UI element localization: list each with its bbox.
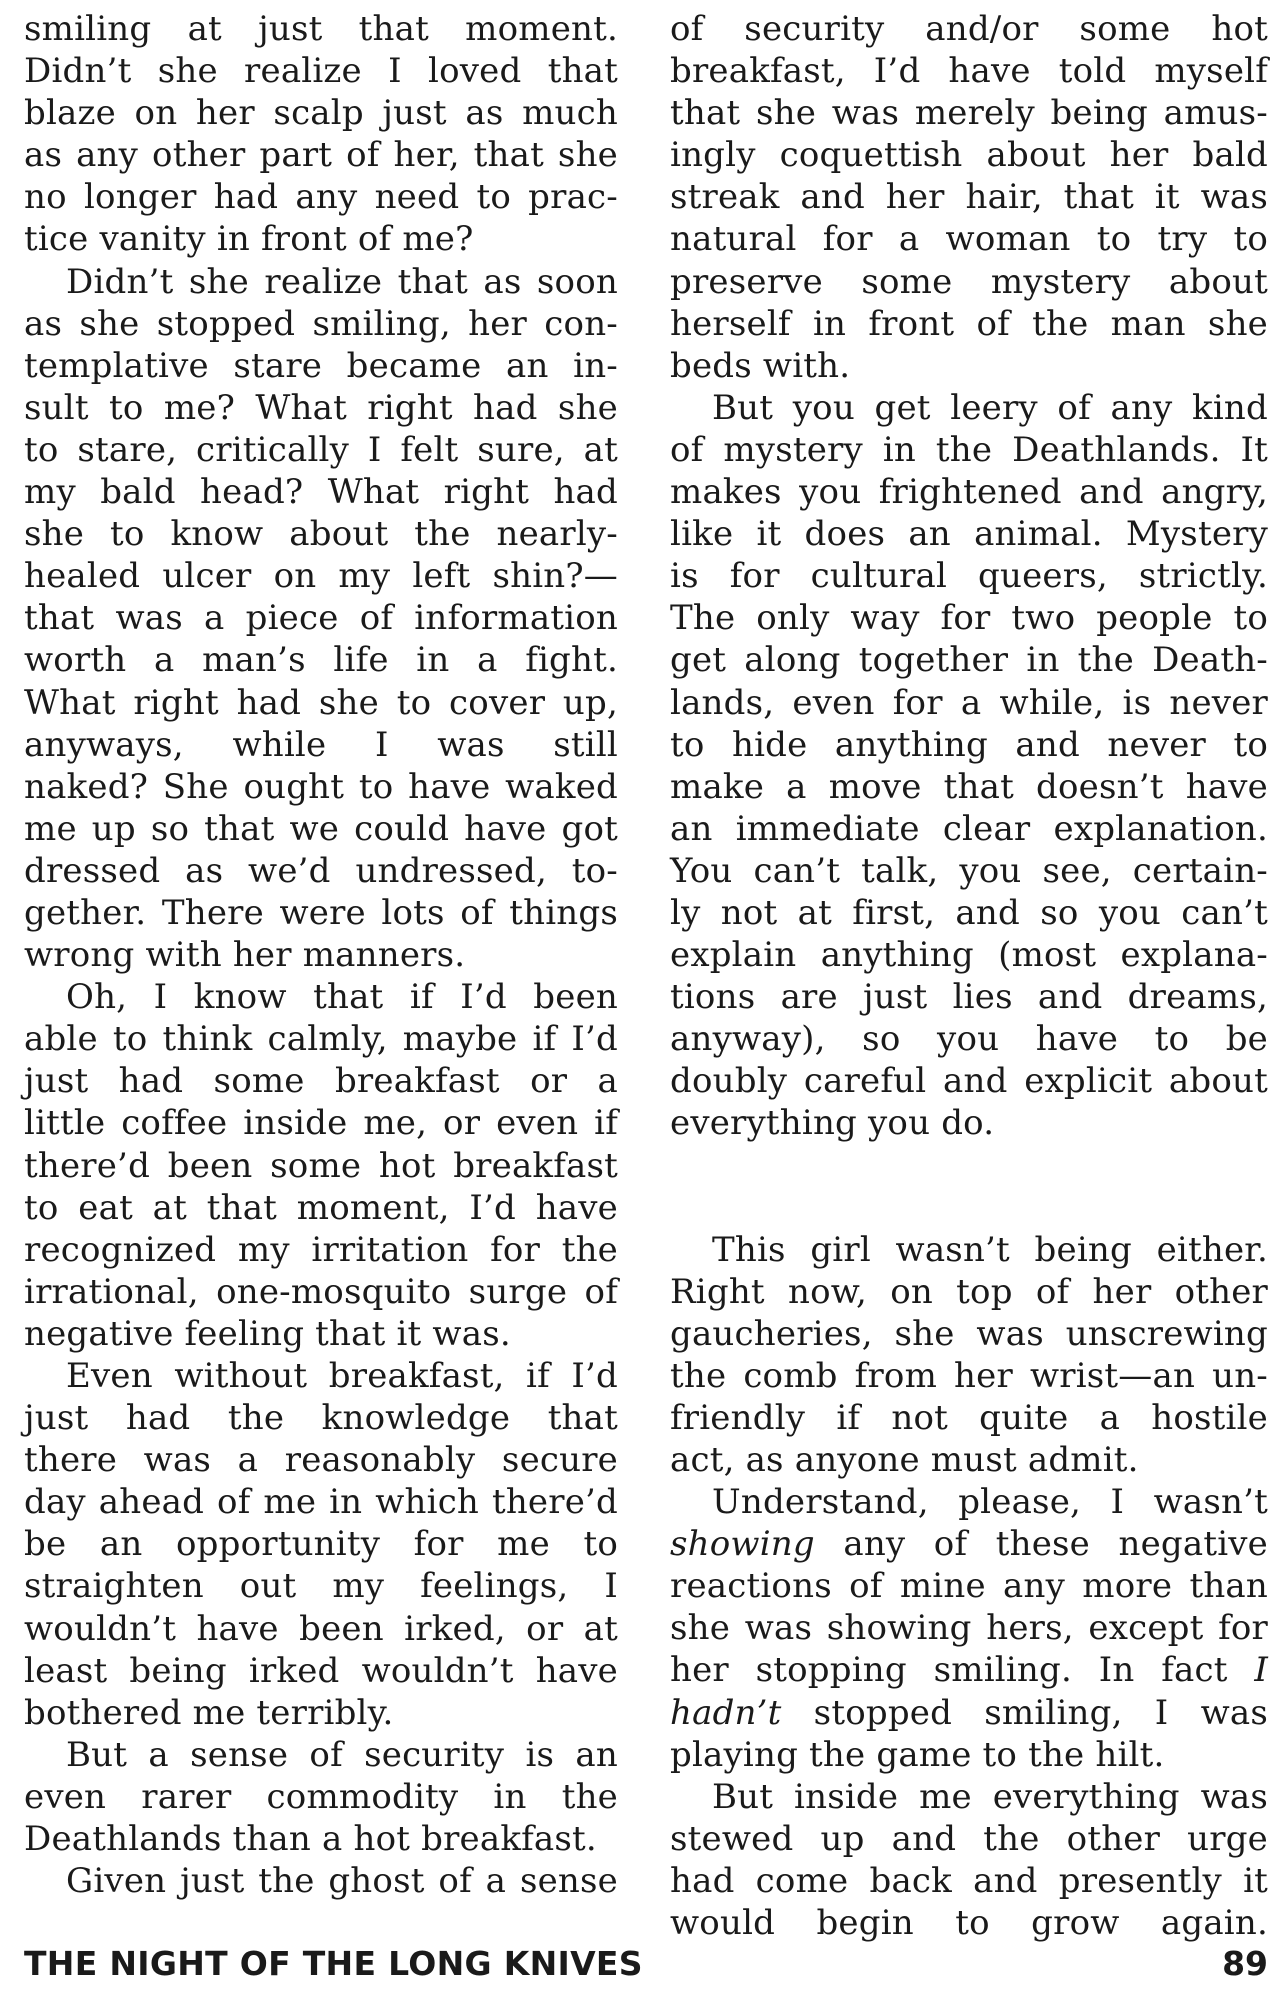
text-line: tice vanity in front of me? — [24, 219, 474, 260]
text-line: negative feeling that it was. — [24, 1313, 511, 1354]
text-line: beds with. — [670, 345, 851, 386]
text-line: just had some breakfast or a — [24, 1061, 618, 1102]
text-line: ingly coquettish about her bald — [670, 135, 1268, 176]
right-block-1 — [670, 8, 1268, 1145]
text-line: Even without breakfast, if I’d — [66, 1356, 618, 1396]
text-line: as any other part of her, that she — [24, 135, 618, 176]
text-line: explain anything (most explana- — [670, 935, 1268, 976]
text-line: to eat at that moment, I’d have — [24, 1187, 618, 1228]
text-line: my bald head? What right had — [24, 472, 618, 513]
text-span: stopped smiling, I was — [781, 1692, 1268, 1733]
text-line: worth a man’s life in a fight. — [24, 640, 618, 681]
text-line: that she was merely being amus- — [670, 93, 1268, 134]
text-line: naked? She ought to have waked — [24, 766, 618, 807]
paragraph — [670, 1776, 1268, 1944]
paragraph — [24, 261, 618, 977]
right-block-2 — [670, 1229, 1268, 1482]
text-line: preserve some mystery about — [670, 261, 1268, 302]
text-line: doubly careful and explicit about — [670, 1061, 1268, 1102]
text-line: the comb from her wrist—an un- — [670, 1355, 1268, 1396]
text-line: that was a piece of information — [24, 598, 618, 639]
text-line: templative stare became an in- — [24, 345, 618, 386]
text-line: be an opportunity for me to — [24, 1524, 618, 1565]
text-line: she to know about the nearly- — [24, 514, 618, 555]
section-break — [670, 1145, 1268, 1229]
paragraph-understand — [670, 1481, 1268, 1776]
text-line: makes you frightened and angry, — [670, 472, 1268, 513]
text-line: reactions of mine any more than — [670, 1566, 1268, 1607]
text-line: blaze on her scalp just as much — [24, 93, 618, 134]
text-line: herself in front of the man she — [670, 303, 1268, 344]
paragraph — [24, 1860, 618, 1902]
text-line: everything you do. — [670, 1103, 995, 1144]
text-line: friendly if not quite a hostile — [670, 1397, 1268, 1438]
right-block-3 — [670, 1776, 1268, 1944]
text-line: there’d been some hot breakfast — [24, 1145, 618, 1186]
text-line: had come back and presently it — [670, 1860, 1268, 1901]
text-line — [670, 1523, 1268, 1565]
text-line: dressed as we’d undressed, to- — [24, 850, 618, 891]
text-line: to stare, critically I felt sure, at — [24, 429, 618, 470]
text-line: Didn’t she realize I loved that — [24, 51, 618, 92]
italic-word: I — [1254, 1650, 1268, 1691]
text-span: her stopping smiling. In fact — [670, 1650, 1255, 1691]
italic-word: hadn’t — [670, 1692, 782, 1733]
text-line: recognized my irritation for the — [24, 1229, 618, 1270]
text-line: even rarer commodity in the — [24, 1776, 618, 1817]
text-line: You can’t talk, you see, certain- — [670, 850, 1268, 891]
text-line: Understand, please, I wasn’t — [712, 1482, 1268, 1523]
text-line: me up so that we could have got — [24, 808, 618, 849]
text-line: least being irked wouldn’t have — [24, 1650, 618, 1691]
text-line: to hide anything and never to — [670, 724, 1268, 765]
text-line: as she stopped smiling, her con- — [24, 303, 618, 344]
text-line: there was a reasonably secure — [24, 1440, 618, 1481]
text-line: lands, even for a while, is never — [670, 682, 1268, 723]
text-line: bothered me terribly. — [24, 1692, 394, 1733]
text-line: Oh, I know that if I’d been — [66, 977, 618, 1018]
text-line: just had the knowledge that — [24, 1398, 618, 1439]
text-line: get along together in the Death- — [670, 640, 1268, 681]
paragraph — [24, 1355, 618, 1734]
left-column — [24, 8, 618, 1902]
text-line: little coffee inside me, or even if — [24, 1103, 618, 1144]
text-line: of security and/or some hot — [670, 9, 1268, 49]
text-line: anyway), so you have to be — [670, 1019, 1268, 1060]
text-line: make a move that doesn’t have — [670, 766, 1268, 807]
paragraph — [24, 8, 618, 261]
text-line: day ahead of me in which there’d — [24, 1482, 618, 1523]
text-line: Right now, on top of her other — [670, 1271, 1268, 1312]
paragraph — [670, 8, 1268, 387]
paragraph — [670, 1229, 1268, 1482]
paragraph — [670, 387, 1268, 1145]
text-line: breakfast, I’d have told myself — [670, 51, 1268, 92]
text-line — [670, 1649, 1268, 1691]
text-line: Didn’t she realize that as soon — [66, 261, 618, 302]
text-line: playing the game to the hilt. — [670, 1734, 1165, 1775]
text-line: tions are just lies and dreams, — [670, 977, 1268, 1018]
text-line: natural for a woman to try to — [670, 219, 1268, 260]
paragraph — [24, 1734, 618, 1860]
page-footer — [24, 1944, 1268, 1988]
paragraph — [24, 976, 618, 1355]
text-line: Deathlands than a hot breakfast. — [24, 1819, 597, 1860]
text-line: gaucheries, she was unscrewing — [670, 1313, 1268, 1354]
text-line — [670, 1692, 1268, 1734]
text-line: she was showing hers, except for — [670, 1608, 1268, 1649]
text-line: streak and her hair, that it was — [670, 177, 1268, 218]
text-line: anyways, while I was still — [24, 724, 618, 765]
text-line: smiling at just that moment. — [24, 9, 618, 49]
text-line: This girl wasn’t being either. — [712, 1229, 1268, 1270]
text-line: wrong with her manners. — [24, 935, 466, 976]
text-line: But inside me everything was — [712, 1776, 1268, 1817]
text-span: any of these negative — [814, 1524, 1268, 1565]
text-line: Given just the ghost of a sense — [66, 1861, 618, 1902]
text-line: like it does an animal. Mystery — [670, 514, 1268, 555]
page-number: 89 — [1222, 1944, 1268, 1983]
text-line: healed ulcer on my left shin?— — [24, 556, 618, 597]
text-line: able to think calmly, maybe if I’d — [24, 1019, 618, 1060]
text-line: an immediate clear explanation. — [670, 808, 1268, 849]
text-line: The only way for two people to — [670, 598, 1268, 639]
text-line: But you get leery of any kind — [712, 387, 1268, 428]
running-title: THE NIGHT OF THE LONG KNIVES — [24, 1944, 643, 1983]
text-line: stewed up and the other urge — [670, 1818, 1268, 1859]
italic-word: showing — [670, 1524, 815, 1565]
text-line: of mystery in the Deathlands. It — [670, 429, 1268, 470]
text-line: wouldn’t have been irked, or at — [24, 1608, 618, 1649]
text-line: ly not at first, and so you can’t — [670, 892, 1268, 933]
text-line: act, as anyone must admit. — [670, 1440, 1139, 1480]
text-line: gether. There were lots of things — [24, 892, 618, 933]
text-line: What right had she to cover up, — [24, 682, 618, 723]
text-line: would begin to grow again. — [670, 1903, 1268, 1944]
right-column — [670, 8, 1268, 1944]
text-line: irrational, one-mosquito surge of — [24, 1271, 618, 1312]
text-line: is for cultural queers, strictly. — [670, 556, 1268, 597]
text-line: straighten out my feelings, I — [24, 1566, 618, 1607]
text-line: no longer had any need to prac- — [24, 177, 618, 218]
text-line: sult to me? What right had she — [24, 387, 618, 428]
text-line: But a sense of security is an — [66, 1734, 618, 1775]
